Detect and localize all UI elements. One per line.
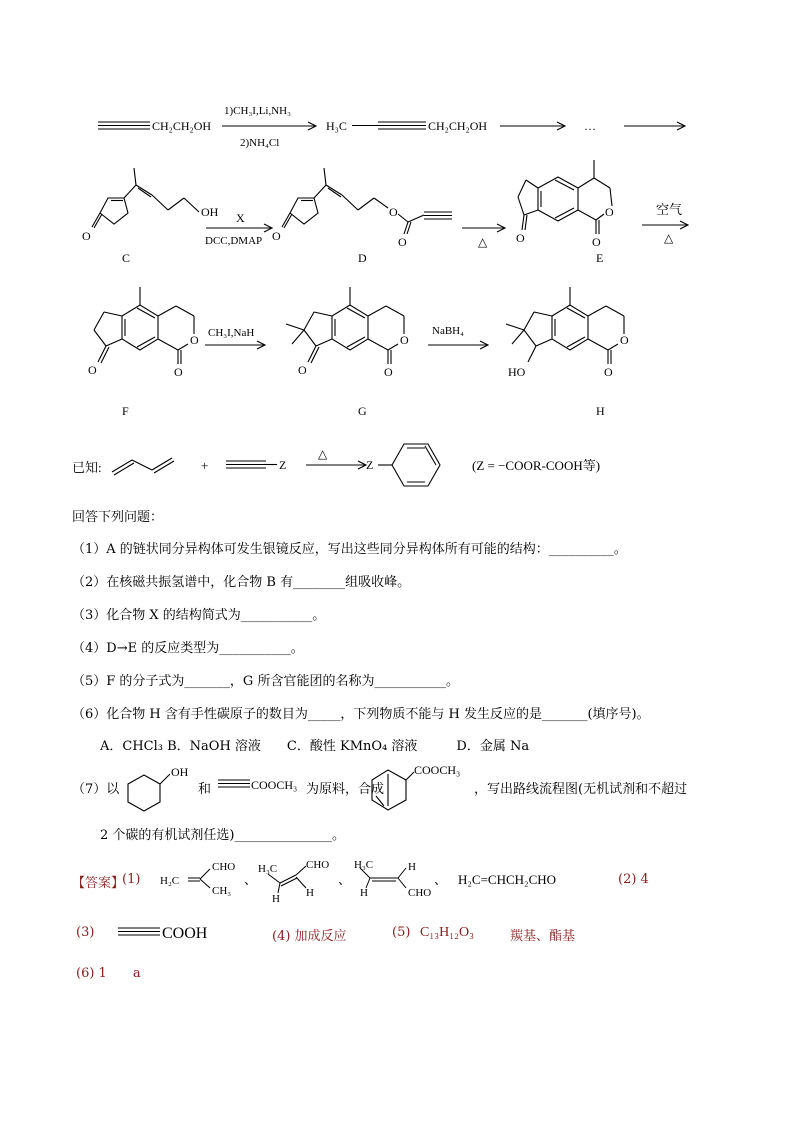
question-3: （3）化合物 X 的结构简式为___________。	[72, 608, 326, 623]
b-tail-label: CH₂CH₂OH	[428, 119, 488, 133]
q7-product-ester-label: COOCH₃	[414, 763, 461, 777]
ans1-s1-cho: CHO	[212, 861, 236, 873]
h-compound-label: H	[596, 404, 605, 418]
ans1-s2-h2: H	[306, 887, 314, 899]
reagent-dcc-dmap: DCC,DMAP	[205, 235, 263, 247]
reagent-quench: 2)NH₄Cl	[240, 137, 280, 149]
ans3-cooh: COOH	[162, 925, 208, 942]
question-7-mid: 为原料，合成	[306, 782, 385, 797]
compound-g	[286, 287, 404, 364]
compound-c	[92, 168, 199, 228]
d-ester-o: O	[389, 205, 398, 219]
c-oh-label: OH	[201, 205, 219, 219]
a-tail-label: CH₂CH₂OH	[152, 119, 212, 133]
ans1-sep-1: 、	[244, 872, 258, 887]
answer-4: (4) 加成反应	[272, 929, 347, 944]
known-benzene	[378, 444, 440, 486]
question-6: （6）化合物 H 含有手性碳原子的数目为_____，下列物质不能与 H 发生反应的是_______(填序号)。	[72, 707, 650, 722]
known-arrow	[306, 461, 366, 469]
question-7-line2: 2 个碳的有机试剂任选)_______________。	[100, 828, 345, 843]
ans1-s2-cho: CHO	[306, 859, 330, 871]
ans1-s1-h2c: H₂C	[160, 875, 180, 887]
ans1-s4: H₂C=CHCH₂CHO	[458, 872, 557, 887]
known-prefix: 已知:	[72, 460, 102, 475]
d-compound-label: D	[358, 251, 367, 265]
reagent-ch3i-nah: CH₃I,NaH	[208, 327, 255, 339]
arrow-c-to-d	[206, 224, 272, 232]
compound-f	[94, 287, 194, 364]
known-butadiene	[112, 458, 174, 475]
f-compound-label: F	[122, 404, 129, 418]
arrow-d-to-e	[462, 224, 505, 232]
f-carbonyl-o: O	[174, 365, 183, 379]
d-ketone-o: O	[272, 229, 281, 243]
compound-b	[352, 122, 426, 129]
question-6-options: A．CHCl₃ B．NaOH 溶液 C．酸性 KMnO₄ 溶液 D．金属 Na	[100, 739, 530, 754]
question-7-prefix: （7）以	[72, 782, 120, 797]
e-carbonyl-o: O	[592, 235, 601, 249]
answer-5-groups: 羰基、酯基	[510, 929, 576, 944]
compound-a	[98, 122, 150, 129]
c-compound-label: C	[122, 251, 131, 265]
reagent-methylation: 1)CH₃I,Li,NH₃	[224, 105, 291, 117]
ans1-s2-h3c: H₃C	[258, 863, 278, 875]
heat-e-to-f: △	[664, 231, 674, 245]
ans1-s3-cho: CHO	[408, 887, 432, 899]
known-alkyne	[226, 461, 277, 468]
g-carbonyl-o: O	[384, 365, 393, 379]
known-note: (Z = −COOR-COOH等)	[472, 458, 601, 473]
e-compound-label: E	[596, 251, 604, 265]
question-4: （4）D→E 的反应类型为___________。	[72, 641, 304, 656]
arrow-e-to-f	[642, 221, 688, 229]
known-plus: +	[201, 458, 209, 473]
question-7-and: 和	[198, 782, 212, 797]
f-ring-o: O	[190, 333, 199, 347]
question-5: （5）F 的分子式为_______，G 所含官能团的名称为___________。	[72, 674, 459, 689]
ans1-s3-h1: H	[408, 861, 416, 873]
known-heat: △	[318, 447, 328, 461]
ans1-s2-h1: H	[272, 893, 280, 905]
reaction-scheme	[0, 0, 794, 520]
answer-2: (2) 4	[618, 872, 649, 887]
compound-e	[518, 160, 612, 234]
h-hydroxyl-label: HO	[508, 365, 526, 379]
reagent-air: 空气	[656, 202, 683, 217]
q7-oh-label: OH	[171, 765, 189, 779]
arrow-g-to-h	[428, 341, 488, 349]
arrow-a-to-b	[222, 122, 316, 130]
questions-intro: 回答下列问题：	[72, 510, 164, 525]
b-methyl-label: H₃C	[326, 119, 347, 133]
answer-1-num: (1)	[122, 872, 141, 887]
reagent-nabh4: NaBH₄	[432, 325, 464, 337]
ans1-s3-h2: H	[360, 887, 368, 899]
answer-label: 【答案】	[72, 876, 125, 891]
heat-d-to-e: △	[478, 235, 488, 249]
ans1-s3-h3c: H₃C	[354, 859, 374, 871]
e-ketone-o: O	[516, 231, 525, 245]
ans1-sep-3: 、	[434, 872, 448, 887]
c-ketone-o: O	[82, 229, 91, 243]
known-z1: Z	[279, 458, 287, 472]
scheme-ellipsis: …	[584, 119, 596, 133]
question-2: （2）在核磁共振氢谱中，化合物 B 有________组吸收峰。	[72, 575, 411, 590]
compound-h	[506, 287, 624, 364]
h-carbonyl-o: O	[604, 365, 613, 379]
g-ring-o: O	[400, 333, 409, 347]
arrow-b-to-next	[500, 122, 565, 130]
arrow-f-to-g	[205, 341, 265, 349]
answer-5-formula: C₁₃H₁₂O₃	[420, 925, 474, 940]
g-ketone-o: O	[298, 363, 307, 377]
f-ketone-o: O	[88, 363, 97, 377]
g-compound-label: G	[358, 404, 367, 418]
answer-6: (6) 1 a	[76, 966, 141, 981]
answer-3-num: (3)	[76, 925, 95, 940]
h-ring-o: O	[620, 333, 629, 347]
ans1-s1-ch3: CH₃	[212, 885, 232, 897]
question-1: （1）A 的链状同分异构体可发生银镜反应，写出这些同分异构体所有可能的结构：__________。	[72, 542, 627, 557]
reagent-x: X	[236, 211, 245, 225]
arrow-after-ellipsis	[624, 122, 685, 130]
e-ring-o: O	[605, 205, 614, 219]
answer-5-num: (5)	[392, 925, 411, 940]
q7-ester-label: COOCH₃	[251, 778, 298, 792]
known-z2: Z	[366, 458, 374, 472]
question-7-suffix: ，写出路线流程图(无机试剂和不超过	[474, 782, 688, 797]
ans1-sep-2: 、	[338, 872, 352, 887]
compound-d	[282, 168, 452, 234]
d-carbonyl-o: O	[398, 235, 407, 249]
